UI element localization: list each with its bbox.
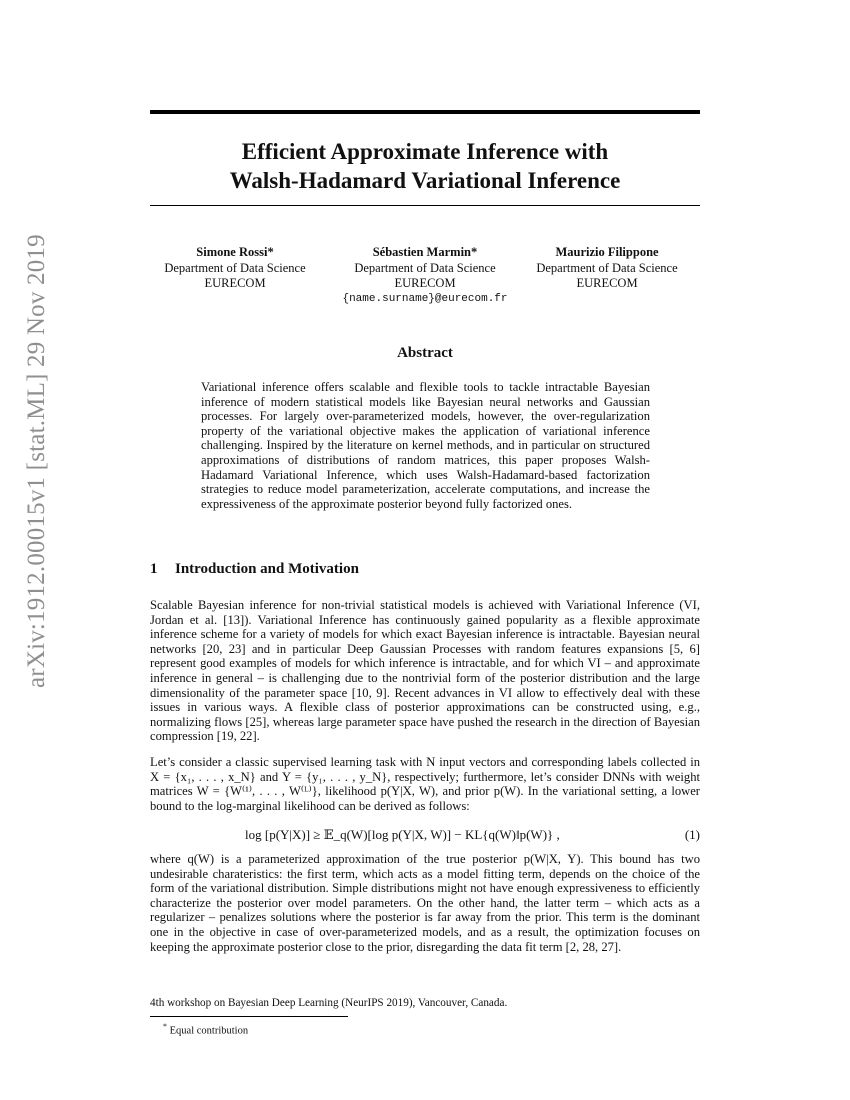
author-block-2: [333, 245, 517, 307]
author-block-1: [160, 245, 310, 292]
paragraph-intro: Scalable Bayesian inference for non-trivial statistical models is achieved with Variational Inference (VI, Jordan et al. [13]). Variational Inference has continuously gained popularity as a flexible approximate inference scheme for a variety of models for which exact Bayesian inference is intractable. Bayesian neural networks [20, 23] and in particular Deep Gaussian Processes with random features expansions [5, 6] represent good examples of models for which inference is intractable, and for which VI – and approximate inference in general – is challenging due to the nontrivial form of the posterior distribution and the large dimensionality of the parameter space [10, 9]. Recent advances in VI allow to effectively deal with these issues in various ways. A flexible class of posterior approximations can be constructed using, e.g., normalizing flows [25], whereas large parameter space have pushed the research in the direction of Bayesian compression [19, 22].: [150, 598, 700, 744]
footnote-text: Equal contribution: [169, 1025, 249, 1037]
title-line-2: Walsh-Hadamard Variational Inference: [229, 168, 621, 193]
venue-note: 4th workshop on Bayesian Deep Learning (NeurIPS 2019), Vancouver, Canada.: [150, 997, 508, 1009]
abstract-heading: Abstract: [397, 345, 453, 361]
footnote-mark: *: [163, 1022, 167, 1031]
title-top-rule: [150, 110, 700, 114]
author-name: Sébastien Marmin*: [372, 245, 478, 259]
equation-expression: log [p(Y|X)] ≥ 𝔼_q(W)[log p(Y|X, W)] − KL{q(W)‖p(W)} ,: [245, 827, 560, 842]
title-bottom-rule: [150, 205, 700, 206]
author-name: Maurizio Filippone: [555, 245, 659, 259]
equation-number: (1): [684, 827, 700, 842]
footnote-rule: [150, 1016, 348, 1017]
section-title: Introduction and Motivation: [175, 561, 359, 577]
paragraph-bound-discussion: where q(W) is a parameterized approximation of the true posterior p(W|X, Y). This bound has two undesirable charateristics: the first term, which acts as a model fitting term, depends on the choice of the form of the variational distribution. Simple distributions might not have enough expressiveness to efficiently characterize the posterior over model parameters. On the other hand, the latter term – which acts as a regularizer – penalizes solutions where the posterior is far away from the prior. This term is the dominant one in the objective in case of over-parameterized models, and as a result, the optimization focuses on keeping the approximate posterior close to the prior, disregarding the data fit term [2, 28, 27].: [150, 852, 700, 954]
author-institution: EURECOM: [576, 276, 638, 290]
author-block-3: [532, 245, 682, 292]
author-department: Department of Data Science: [164, 260, 306, 275]
footnote: [163, 1020, 463, 1038]
section-heading: [150, 561, 700, 578]
paper-title: [150, 137, 700, 195]
paragraph-setup: Let’s consider a classic supervised learning task with N input vectors and corresponding labels collected in X = {x₁, . . . , x_N} and Y = {y₁, . . . , y_N}, respectively; furthermore, let’s consider DNNs with weight matrices W = {W⁽¹⁾, . . . , W⁽ᴸ⁾}, likelihood p(Y|X, W), and prior p(W). In the variational setting, a lower bound to the log-marginal likelihood can be derived as follows:: [150, 755, 700, 813]
abstract-text: Variational inference offers scalable and flexible tools to tackle intractable Bayesian inference of modern statistical models like Bayesian neural networks and Gaussian processes. For largely over-parameterized models, however, the over-regularization property of the variational objective makes the application of variational inference challenging. Inspired by the literature on kernel methods, and in particular on structured approximations of distributions of random matrices, this paper proposes Walsh-Hadamard Variational Inference, which uses Walsh-Hadamard-based factorization strategies to reduce model parameterization, accelerate computations, and increase the expressiveness of the approximate posterior beyond fully factorized ones.: [201, 380, 650, 511]
title-line-1: Efficient Approximate Inference with: [241, 139, 609, 164]
author-name: Simone Rossi*: [196, 245, 274, 259]
author-department: Department of Data Science: [354, 260, 496, 275]
arxiv-identifier: arXiv:1912.00015v1 [stat.ML] 29 Nov 2019: [23, 234, 50, 688]
author-institution: EURECOM: [204, 276, 266, 290]
section-number: 1: [150, 561, 158, 577]
author-email[interactable]: {name.surname}@eurecom.fr: [342, 292, 508, 305]
author-institution: EURECOM: [394, 276, 456, 290]
equation-1: [150, 826, 700, 844]
author-department: Department of Data Science: [536, 260, 678, 275]
